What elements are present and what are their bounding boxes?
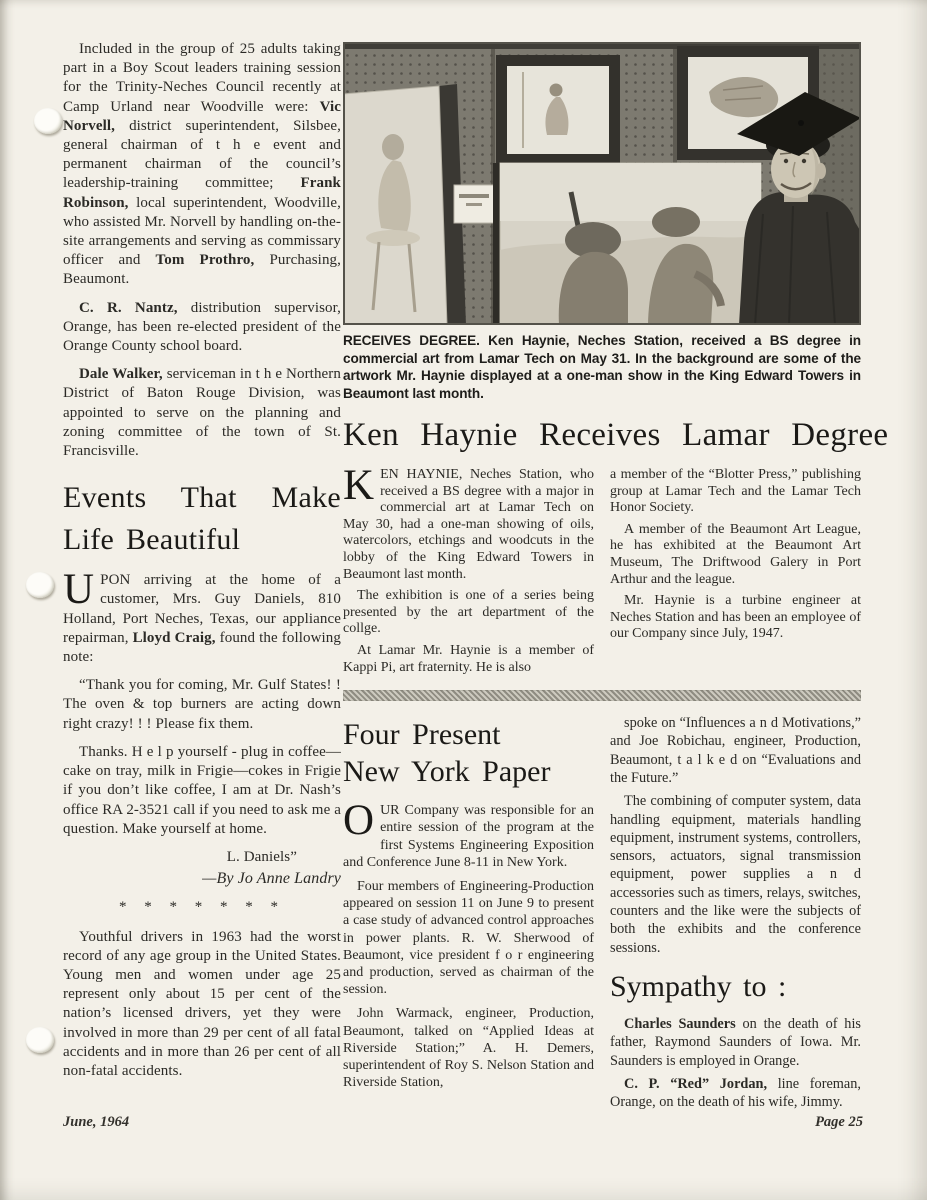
paper-paragraph-4: spoke on “Influences a n d Motivations,” and Joe Robichau, engineer, Production, Beaumont, t a l k e d on “Evaluations and the Future.” <box>610 715 861 786</box>
graduate-figure <box>737 92 861 325</box>
drop-cap-u: U <box>63 566 95 614</box>
sympathy-paragraph-2: C. P. “Red” Jordan, line foreman, Orange, on the death of his wife, Jimmy. <box>610 1075 861 1111</box>
note-signature: L. Daniels” <box>226 848 297 865</box>
footer-page-number: Page 25 <box>815 1114 863 1130</box>
haynie-column-1 <box>343 461 594 681</box>
haynie-article-columns <box>343 461 861 681</box>
punch-hole-middle <box>26 572 54 598</box>
haynie-paragraph-3: At Lamar Mr. Haynie is a member of Kappi Pi, art fraternity. He is also <box>343 642 594 675</box>
exhibit-label-card <box>454 185 497 223</box>
board-seam-right <box>673 49 677 169</box>
sympathy-paragraph-1: Charles Saunders on the death of his father, Raymond Saunders of Iowa. Mr. Saunders is employed in Orange. <box>610 1015 861 1069</box>
paper-column-1 <box>343 714 594 1116</box>
degree-photo <box>343 42 861 325</box>
paragraph-youthful-drivers: Youthful drivers in 1963 had the worst record of any age group in the United States. Young men and women under age 25 represent only about 15 per cent of the nation’s licensed drivers, yet they were involved in more than 29 per cent of all fatal accidents and in more than 26 per cent of all non-fatal accidents. <box>63 928 341 1079</box>
headline-sympathy: Sympathy to : <box>610 969 787 1003</box>
star-separator: * * * * * * * <box>119 899 285 916</box>
photo-caption: RECEIVES DEGREE. Ken Haynie, Neches Station, received a BS degree in commercial art from Lamar Tech on May 31. In the background are some of the artwork Mr. Haynie displayed at a one-man show in the King Edward Towers in Beaumont last month. <box>343 333 861 401</box>
paper-paragraph-3: John Warmack, engineer, Production, Beaumont, talked on “Applied Ideas at Riverside Station;” A. H. Demers, superintendent of Roy S. Nelson Station and Riverside Station, <box>343 1006 594 1091</box>
paper-paragraph-5: The combining of computer system, data handling equipment, materials handling equipment, instrument systems, controllers, sensors, actuators, signal transmission equipment, power supplies a n d accessories such as timers, relays, switches, counters and the like were the subjects of both the exhibits and the conference sessions. <box>610 793 861 956</box>
headline-events: Events That Make Life Beautiful <box>63 481 341 557</box>
headline-haynie: Ken Haynie Receives Lamar Degree <box>343 416 889 453</box>
article-byline: —By Jo Anne Landry <box>202 870 341 888</box>
haynie-paragraph-1: KEN HAYNIE, Neches Station, who received a BS degree with a major in commercial art at Lamar Tech on May 30, had a one-man showing of oils, watercolors, etchings and woodcuts in the lobby of the King Edward Towers in Beaumont last month. <box>343 461 594 582</box>
haynie-paragraph-2: The exhibition is one of a series being presented by the art department of the collge. <box>343 588 594 637</box>
left-column <box>63 40 341 1090</box>
soldier-helmet-right <box>652 207 700 237</box>
paper-paragraph-2: Four members of Engineering-Production appeared on session 11 on June 9 to present a case study of advanced control approaches in power plants. R. W. Sherwood of Beaumont, vice president f o r engineering and production, served as chairman of the session. <box>343 878 594 998</box>
framed-drawing-seated-figure <box>343 84 466 325</box>
section-divider <box>343 690 861 701</box>
paper-article-columns <box>343 714 861 1116</box>
punch-hole-bottom <box>26 1027 54 1053</box>
drop-cap-k: K <box>343 461 375 509</box>
right-area <box>343 42 889 1116</box>
paper-column-2 <box>610 714 861 1116</box>
haynie-paragraph-4: a member of the “Blotter Press,” publishing group at Lamar Tech and the Lamar Tech Honor Society. <box>610 466 861 516</box>
framed-sketch-kneeling-figure <box>496 55 620 165</box>
paragraph-walker: Dale Walker, serviceman in t h e Northern District of Baton Rouge Division, was appointed to serve on the planning and zoning committee of the town of St. Francisville. <box>63 366 341 460</box>
haynie-paragraph-5: A member of the Beaumont Art League, he has exhibited at the Beaumont Art Museum, The Driftwood Galery in Port Arthur and the league. <box>610 521 861 587</box>
paragraph-boyscouts: Included in the group of 25 adults taking part in a Boy Scout leaders training session for the Trinity-Neches Council recently at Camp Urland near Woodville were: Vic Norvell, district superintendent, Silsbee, general chairman of t h e event and permanent chairman of the council’s leadership-training committee; Frank Robinson, local superintendent, Woodville, who assisted Mr. Norvell by handling on-the-site arrangements and serving as commissary officer and Tom Prothro, Purchasing, Beaumont. <box>63 41 341 288</box>
haynie-paragraph-6: Mr. Haynie is a turbine engineer at Neches Station and has been an employee of our Company since July, 1947. <box>610 593 861 642</box>
paragraph-events-intro: UPON arriving at the home of a customer, Mrs. Guy Daniels, 810 Holland, Port Neches, Texas, our appliance repairman, Lloyd Craig, found the following note: <box>63 566 341 666</box>
drop-cap-o: O <box>343 797 375 845</box>
headline-paper: Four Present New York Paper <box>343 718 551 789</box>
painting-soldiers <box>493 163 761 325</box>
paragraph-note-quote-1: “Thank you for coming, Mr. Gulf States! ! The oven & top burners are acting down right crazy! ! ! Please fix them. <box>63 677 341 732</box>
paragraph-nantz: C. R. Nantz, distribution supervisor, Orange, has been re-elected president of the Orange County school board. <box>63 299 341 355</box>
paper-paragraph-1: OUR Company was responsible for an entire session of the program at the first Systems Engineering Exposition and Conference June 8-11 in New York. <box>343 797 594 870</box>
footer-date: June, 1964 <box>63 1114 130 1130</box>
punch-hole-top <box>34 108 62 134</box>
haynie-column-2 <box>610 467 861 681</box>
paragraph-note-quote-2: Thanks. H e l p yourself - plug in coffee—cake on tray, milk in Frigie—cokes in Frigie if you don’t like coffee, I am at Dr. Nash’s office RA 2-3521 call if you need to ask me a question. Make yourself at home. <box>63 743 341 837</box>
